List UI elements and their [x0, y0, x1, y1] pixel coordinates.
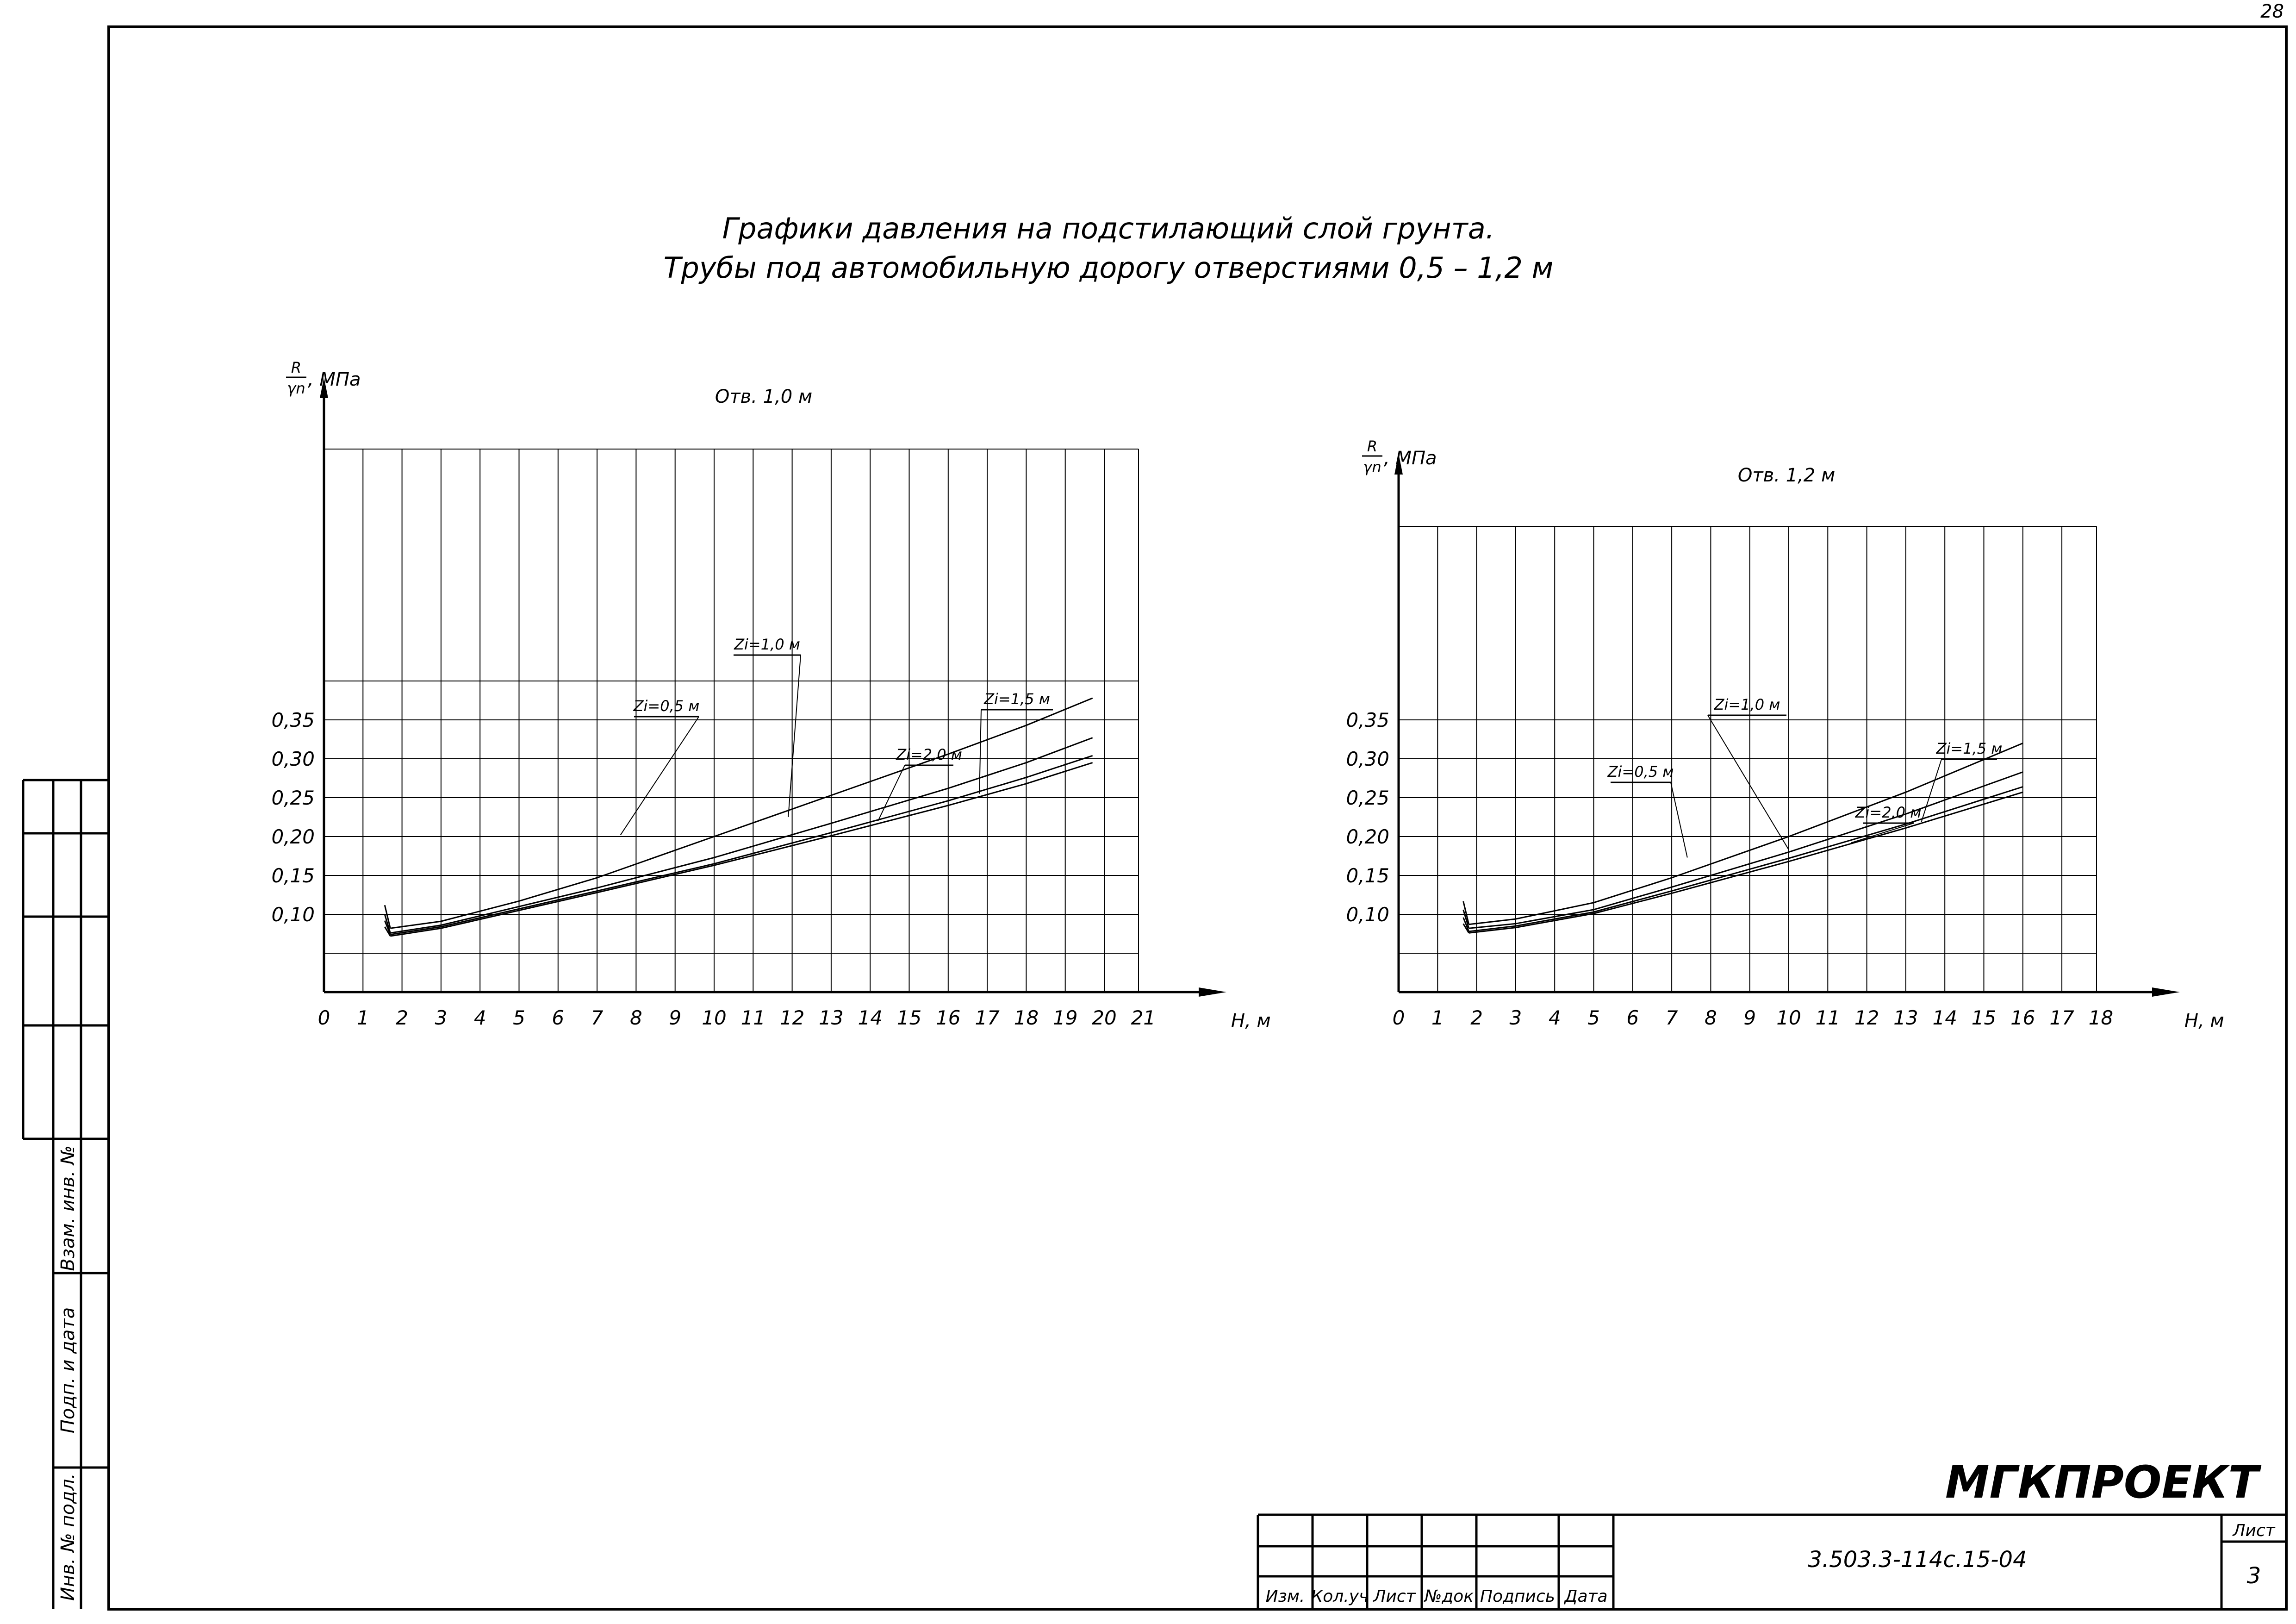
stamp-header-podpis: Подпись [1480, 1587, 1555, 1606]
series-label-leader [788, 655, 801, 817]
x-tick-label: 21 [1131, 1006, 1156, 1029]
stamp-header-izm: Изм. [1265, 1587, 1305, 1606]
x-tick-label: 0 [1392, 1006, 1405, 1029]
x-tick-label: 13 [1893, 1006, 1918, 1029]
x-tick-label: 9 [669, 1006, 682, 1029]
drawing-title-line1: Графики давления на подстилающий слой грунта. [722, 212, 1495, 245]
y-tick-label: 0,35 [1346, 709, 1389, 731]
company-logo: МГКПРОЕКТ [1945, 1456, 2259, 1508]
series-line [1469, 787, 2023, 932]
series-label: Zi=2,0 м [896, 746, 962, 763]
series-label: Zi=2,0 м [1855, 804, 1922, 821]
x-tick-label: 9 [1743, 1006, 1756, 1029]
x-tick-label: 8 [630, 1006, 642, 1029]
series-label: Zi=1,0 м [1714, 696, 1780, 713]
x-tick-label: 13 [819, 1006, 844, 1029]
side-label-podp: Подп. и дата [57, 1307, 79, 1434]
x-tick-label: 2 [396, 1006, 408, 1029]
y-axis-label-numerator: R [291, 359, 302, 376]
sheet-label: Лист [2233, 1521, 2275, 1540]
stamp-header-ndok: №док [1424, 1587, 1474, 1606]
x-axis-label: H, м [2184, 1010, 2224, 1031]
series-label-leader [979, 710, 981, 794]
series-label-leader [1708, 715, 1789, 850]
x-tick-label: 15 [1971, 1006, 1997, 1029]
x-tick-label: 2 [1470, 1006, 1483, 1029]
drawing-title-line2: Трубы под автомобильную дорогу отверстиями 0,5 – 1,2 м [663, 251, 1554, 285]
x-tick-label: 18 [2088, 1006, 2114, 1029]
x-tick-label: 0 [317, 1006, 330, 1029]
x-tick-label: 1 [1431, 1006, 1444, 1029]
series-label: Zi=0,5 м [633, 697, 700, 715]
y-tick-label: 0,10 [1346, 903, 1389, 926]
x-tick-label: 6 [1626, 1006, 1639, 1029]
x-tick-label: 11 [740, 1006, 766, 1029]
x-tick-label: 14 [1932, 1006, 1957, 1029]
x-tick-label: 10 [1776, 1006, 1801, 1029]
x-tick-label: 17 [2049, 1006, 2074, 1029]
chart-opening-1-2 [1346, 437, 2224, 1031]
series-label-leader [621, 717, 699, 835]
x-tick-label: 7 [1665, 1006, 1678, 1029]
y-tick-label: 0,35 [271, 709, 315, 731]
x-tick-label: 19 [1052, 1006, 1078, 1029]
x-tick-label: 6 [552, 1006, 565, 1029]
series-label: Zi=1,0 м [734, 636, 800, 653]
x-tick-label: 3 [1509, 1006, 1522, 1029]
x-tick-label: 1 [356, 1006, 369, 1029]
x-tick-label: 5 [513, 1006, 525, 1029]
sheet-number: 3 [2246, 1563, 2261, 1589]
y-axis-label-unit: , МПа [1384, 448, 1437, 469]
x-axis-arrow [2152, 987, 2180, 997]
x-tick-label: 18 [1014, 1006, 1039, 1029]
x-tick-label: 4 [473, 1006, 486, 1029]
series-line [1469, 772, 2023, 929]
x-tick-label: 15 [896, 1006, 922, 1029]
series-label-leader [1851, 823, 1914, 843]
x-axis-label: H, м [1231, 1010, 1271, 1031]
series-label-leader [1922, 759, 1941, 822]
y-tick-label: 0,30 [1346, 748, 1389, 770]
series-label: Zi=0,5 м [1607, 763, 1674, 781]
y-tick-label: 0,25 [1346, 787, 1389, 809]
y-tick-label: 0,25 [271, 787, 315, 809]
x-tick-label: 11 [1815, 1006, 1841, 1029]
y-axis-label-denominator: γn [287, 380, 305, 397]
stamp-header-data: Дата [1564, 1587, 1608, 1606]
y-tick-label: 0,10 [271, 903, 315, 926]
x-tick-label: 16 [936, 1006, 961, 1029]
side-label-vzam: Взам. инв. № [57, 1145, 79, 1271]
y-tick-label: 0,20 [271, 825, 315, 848]
series-line [1469, 743, 2023, 924]
stamp-header-list: Лист [1373, 1587, 1416, 1606]
y-axis-label-unit: , МПа [308, 369, 361, 390]
x-tick-label: 12 [1854, 1006, 1879, 1029]
y-tick-label: 0,20 [1346, 825, 1389, 848]
document-code: 3.503.3-114с.15-04 [1808, 1547, 2027, 1573]
page-number: 28 [2260, 1, 2284, 22]
y-axis-label-numerator: R [1367, 437, 1378, 455]
y-axis-label-denominator: γn [1363, 458, 1381, 476]
x-tick-label: 5 [1587, 1006, 1600, 1029]
y-tick-label: 0,15 [1346, 864, 1389, 887]
chart-title: Отв. 1,0 м [715, 386, 813, 407]
series-label: Zi=1,5 м [984, 690, 1050, 708]
x-tick-label: 17 [975, 1006, 1000, 1029]
x-axis-arrow [1199, 987, 1226, 997]
x-tick-label: 8 [1705, 1006, 1717, 1029]
series-label: Zi=1,5 м [1936, 740, 2003, 757]
y-tick-label: 0,15 [271, 864, 315, 887]
x-tick-label: 7 [591, 1006, 604, 1029]
x-tick-label: 20 [1092, 1006, 1117, 1029]
x-tick-label: 3 [435, 1006, 448, 1029]
side-label-inv: Инв. № подл. [57, 1473, 79, 1601]
x-tick-label: 14 [858, 1006, 883, 1029]
x-tick-label: 12 [779, 1006, 805, 1029]
chart-title: Отв. 1,2 м [1737, 465, 1836, 486]
stamp-header-kolvo: Кол.уч [1311, 1587, 1369, 1606]
x-tick-label: 4 [1548, 1006, 1561, 1029]
series-label-leader [1671, 782, 1687, 857]
x-tick-label: 16 [2010, 1006, 2035, 1029]
chart-opening-1-0 [271, 359, 1270, 1031]
y-tick-label: 0,30 [271, 748, 315, 770]
x-tick-label: 10 [702, 1006, 727, 1029]
